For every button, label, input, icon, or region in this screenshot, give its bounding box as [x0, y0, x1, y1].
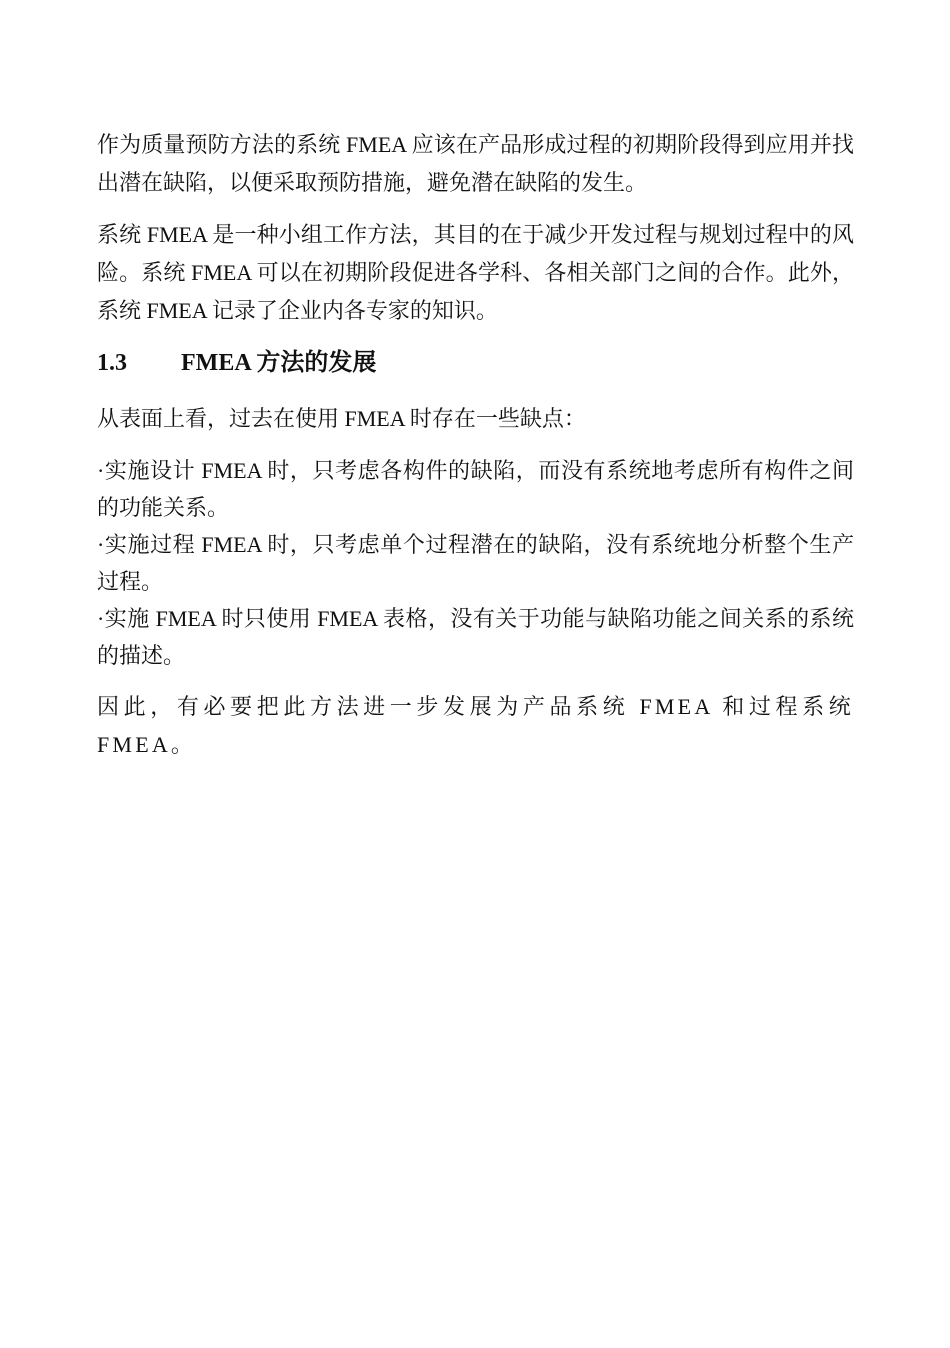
- section-number: 1.3: [97, 350, 127, 376]
- shortcomings-list: [97, 452, 854, 674]
- list-item: ·实施 FMEA 时只使用 FMEA 表格，没有关于功能与缺陷功能之间关系的系统的描述。: [97, 606, 854, 668]
- section-heading: [97, 344, 854, 382]
- paragraph-system-fmea-prevention: 作为质量预防方法的系统 FMEA 应该在产品形成过程的初期阶段得到应用并找出潜在缺陷，以便采取预防措施，避免潜在缺陷的发生。: [97, 132, 854, 195]
- list-item: ·实施过程 FMEA 时，只考虑单个过程潜在的缺陷，没有系统地分析整个生产过程。: [97, 532, 854, 594]
- paragraph-system-fmea-teamwork: 系统 FMEA 是一种小组工作方法，其目的在于减少开发过程与规划过程中的风险。系统 FMEA 可以在初期阶段促进各学科、各相关部门之间的合作。此外，系统 FMEA 记录了企业内各专家的知识。: [97, 222, 854, 323]
- section-title: FMEA 方法的发展: [181, 350, 377, 376]
- list-item: ·实施设计 FMEA 时，只考虑各构件的缺陷，而没有系统地考虑所有构件之间的功能关系。: [97, 458, 854, 520]
- document-body: [97, 126, 854, 778]
- paragraph-intro: 从表面上看，过去在使用 FMEA 时存在一些缺点：: [97, 406, 586, 431]
- paragraph-conclusion: 因此，有必要把此方法进一步发展为产品系统 FMEA 和过程系统 FMEA。: [97, 694, 854, 757]
